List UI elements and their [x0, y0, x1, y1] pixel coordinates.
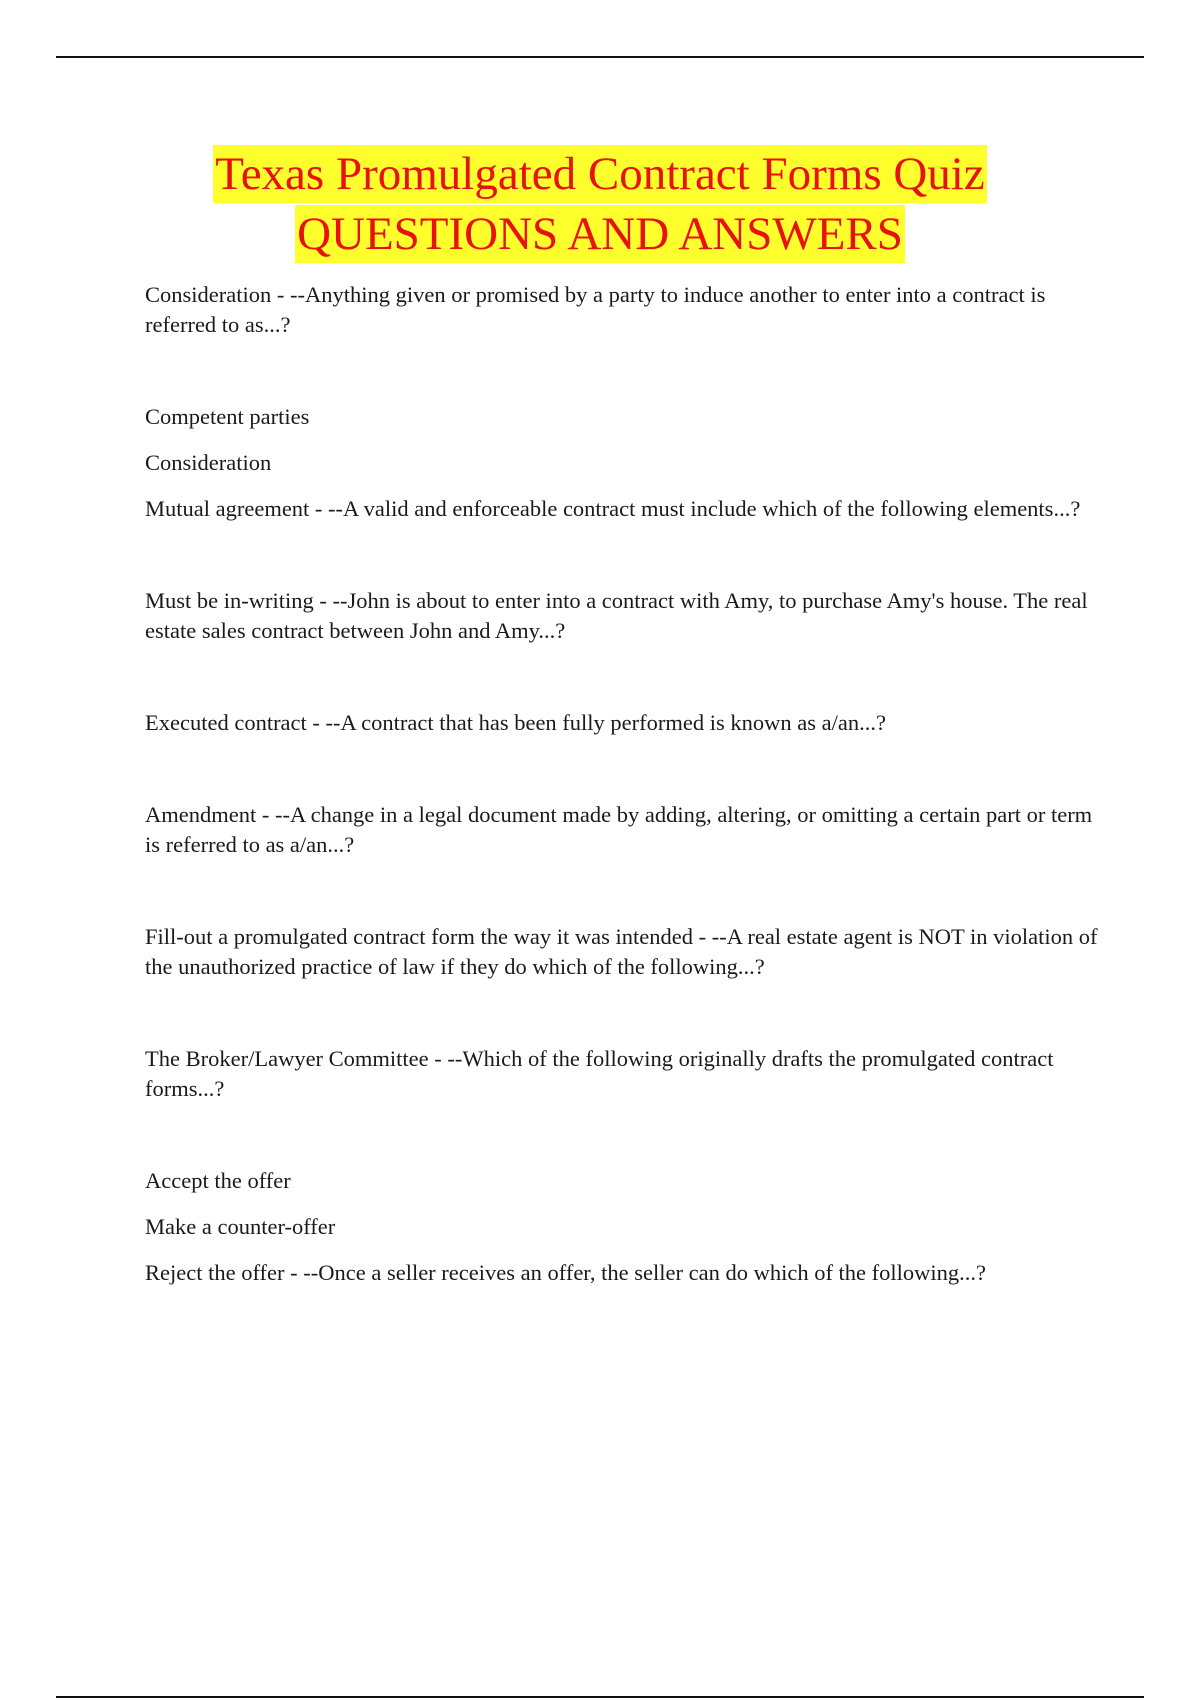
qa-entry: Reject the offer - --Once a seller receives an offer, the seller can do which of the following...?: [145, 1260, 987, 1285]
qa-entry: Executed contract - --A contract that has been fully performed is known as a/an...?: [145, 710, 886, 735]
qa-entry: Competent parties: [145, 404, 310, 429]
qa-entry: Consideration - --Anything given or promised by a party to induce another to enter into a contract is referred to as...?: [145, 282, 1046, 337]
qa-entry: Amendment - --A change in a legal document made by adding, altering, or omitting a certain part or term is referred to as a/an...?: [145, 802, 1093, 857]
qa-entry: Consideration: [145, 450, 272, 475]
qa-entry: Make a counter-offer: [145, 1214, 336, 1239]
title-line-1: Texas Promulgated Contract Forms Quiz: [213, 145, 986, 203]
top-rule: [56, 56, 1144, 58]
qa-entry: Fill-out a promulgated contract form the way it was intended - --A real estate agent is NOT in violation of the unauthorized practice of law if they do which of the following...?: [145, 924, 1098, 979]
qa-entry: The Broker/Lawyer Committee - --Which of the following originally drafts the promulgated contract forms...?: [145, 1046, 1054, 1101]
qa-entry: Must be in-writing - --John is about to enter into a contract with Amy, to purchase Amy's house. The real estate sales contract between John and Amy...?: [145, 588, 1088, 643]
bottom-rule: [56, 1696, 1144, 1698]
qa-content: [145, 280, 1105, 1304]
qa-entry: Mutual agreement - --A valid and enforceable contract must include which of the following elements...?: [145, 496, 1081, 521]
qa-entry: Accept the offer: [145, 1168, 291, 1193]
document-title: [0, 145, 1200, 265]
title-line-2: QUESTIONS AND ANSWERS: [295, 205, 905, 263]
